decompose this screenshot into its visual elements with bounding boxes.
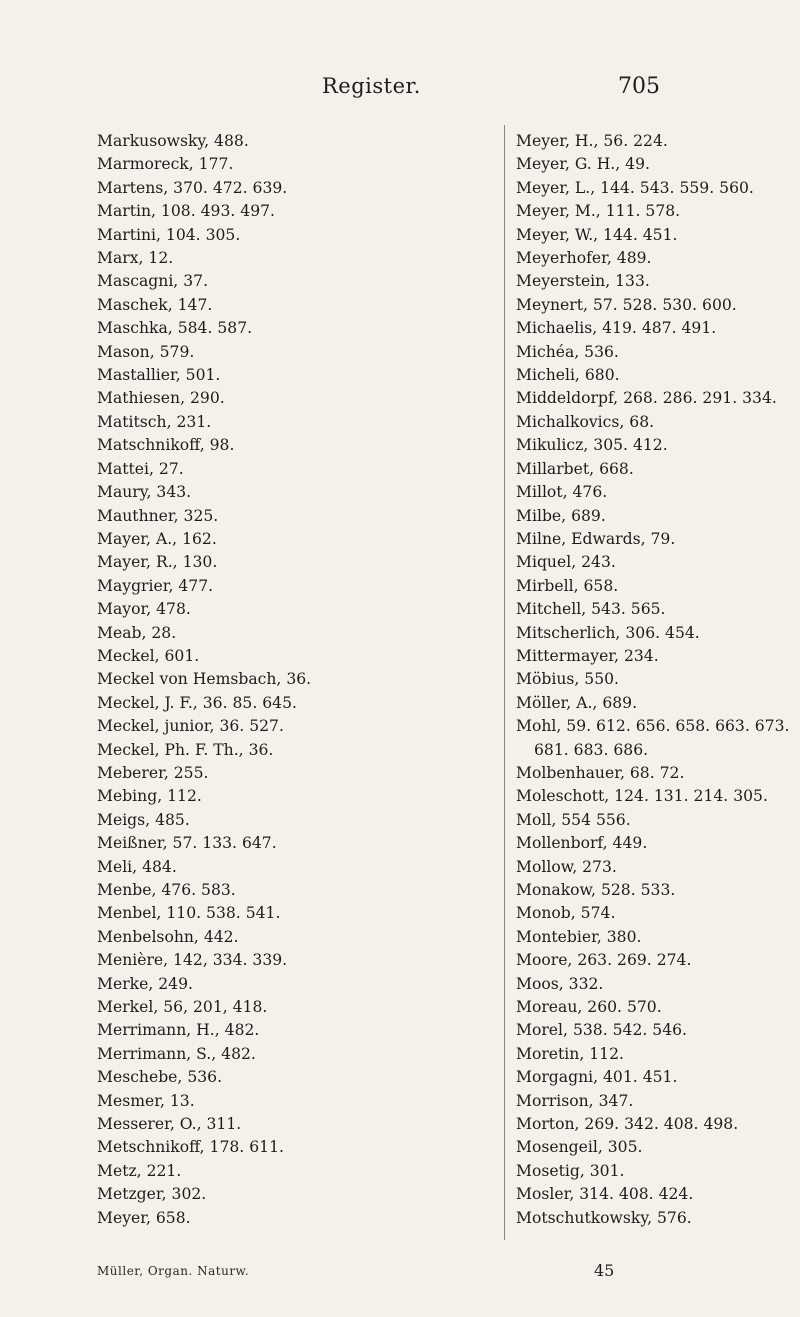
index-entry: Maschka, 584. 587. bbox=[97, 319, 253, 338]
index-entry: Meyer, G. H., 49. bbox=[516, 155, 650, 174]
index-entry: Marx, 12. bbox=[97, 249, 174, 268]
index-entry: Menière, 142, 334. 339. bbox=[97, 951, 288, 970]
index-entry: Moll, 554 556. bbox=[516, 810, 631, 829]
index-entry: Meyer, M., 111. 578. bbox=[516, 202, 681, 221]
index-entry: Mebing, 112. bbox=[97, 787, 202, 806]
index-entry: Metschnikoff, 178. 611. bbox=[97, 1138, 284, 1157]
signature-number: 45 bbox=[594, 1261, 615, 1280]
index-entry: Mesmer, 13. bbox=[97, 1091, 195, 1110]
index-entry: Messerer, O., 311. bbox=[97, 1115, 242, 1134]
index-entry: Matitsch, 231. bbox=[97, 412, 212, 431]
index-entry: Maschek, 147. bbox=[97, 295, 213, 314]
index-entry: Maygrier, 477. bbox=[97, 576, 214, 595]
page-number: 705 bbox=[618, 74, 660, 99]
index-entry: Millot, 476. bbox=[516, 483, 608, 502]
index-entry: Möller, A., 689. bbox=[516, 693, 638, 712]
index-entry: Meyer, W., 144. 451. bbox=[516, 225, 678, 244]
index-entry: Merrimann, H., 482. bbox=[97, 1021, 260, 1040]
index-entry: Moos, 332. bbox=[516, 974, 604, 993]
index-entry: Möbius, 550. bbox=[516, 670, 620, 689]
index-entry: Mosengeil, 305. bbox=[516, 1138, 643, 1157]
index-entry: 681. 683. 686. bbox=[534, 740, 649, 759]
index-entry: Meckel, 601. bbox=[97, 646, 200, 665]
index-entry: Meynert, 57. 528. 530. 600. bbox=[516, 295, 737, 314]
index-entry: Moreau, 260. 570. bbox=[516, 998, 662, 1017]
index-entry: Martin, 108. 493. 497. bbox=[97, 202, 276, 221]
index-entry: Morgagni, 401. 451. bbox=[516, 1068, 678, 1087]
index-entry: Middeldorpf, 268. 286. 291. 334. bbox=[516, 389, 777, 408]
index-entry: Mittermayer, 234. bbox=[516, 646, 659, 665]
printer-signature: Müller, Organ. Naturw. bbox=[97, 1264, 250, 1278]
index-entry: Merke, 249. bbox=[97, 974, 193, 993]
index-entry: Meberer, 255. bbox=[97, 763, 209, 782]
index-entry: Meli, 484. bbox=[97, 857, 177, 876]
index-entry: Mascagni, 37. bbox=[97, 272, 209, 291]
index-entry: Meyerstein, 133. bbox=[516, 272, 650, 291]
index-entry: Mitchell, 543. 565. bbox=[516, 600, 666, 619]
index-entry: Martens, 370. 472. 639. bbox=[97, 178, 288, 197]
index-entry: Meyer, L., 144. 543. 559. 560. bbox=[516, 178, 754, 197]
index-entry: Menbelsohn, 442. bbox=[97, 927, 239, 946]
column-divider bbox=[504, 125, 505, 1240]
index-entry: Milbe, 689. bbox=[516, 506, 606, 525]
index-entry: Mohl, 59. 612. 656. 658. 663. 673. bbox=[516, 717, 790, 736]
right-column bbox=[516, 130, 788, 1230]
index-entry: Morrison, 347. bbox=[516, 1091, 634, 1110]
index-entry: Michaelis, 419. 487. 491. bbox=[516, 319, 717, 338]
index-entry: Mayor, 478. bbox=[97, 600, 191, 619]
index-entry: Millarbet, 668. bbox=[516, 459, 634, 478]
index-entry: Mitscherlich, 306. 454. bbox=[516, 623, 700, 642]
index-entry: Mollenborf, 449. bbox=[516, 834, 648, 853]
index-entry: Morton, 269. 342. 408. 498. bbox=[516, 1115, 739, 1134]
index-entry: Meigs, 485. bbox=[97, 810, 190, 829]
index-entry: Moore, 263. 269. 274. bbox=[516, 951, 692, 970]
index-entry: Mattei, 27. bbox=[97, 459, 184, 478]
index-entry: Meckel, Ph. F. Th., 36. bbox=[97, 740, 274, 759]
index-entry: Mayer, A., 162. bbox=[97, 529, 217, 548]
index-entry: Mason, 579. bbox=[97, 342, 195, 361]
index-entry: Mayer, R., 130. bbox=[97, 553, 218, 572]
index-entry: Meschebe, 536. bbox=[97, 1068, 223, 1087]
index-entry: Mathiesen, 290. bbox=[97, 389, 225, 408]
index-entry: Mikulicz, 305. 412. bbox=[516, 436, 668, 455]
index-entry: Motschutkowsky, 576. bbox=[516, 1208, 692, 1227]
index-entry: Meyer, 658. bbox=[97, 1208, 191, 1227]
index-entry: Mosler, 314. 408. 424. bbox=[516, 1185, 694, 1204]
index-entry: Marmoreck, 177. bbox=[97, 155, 234, 174]
index-entry: Metz, 221. bbox=[97, 1161, 182, 1180]
index-entry: Meckel, junior, 36. 527. bbox=[97, 717, 284, 736]
header-title: Register. bbox=[322, 74, 421, 98]
index-entry: Maury, 343. bbox=[97, 483, 192, 502]
index-entry: Monakow, 528. 533. bbox=[516, 881, 676, 899]
index-entry: Merrimann, S., 482. bbox=[97, 1044, 256, 1063]
index-entry: Montebier, 380. bbox=[516, 927, 642, 946]
left-column bbox=[97, 130, 497, 1230]
index-entry: Mosetig, 301. bbox=[516, 1161, 625, 1180]
index-entry: Merkel, 56, 201, 418. bbox=[97, 998, 268, 1017]
index-entry: Menbel, 110. 538. 541. bbox=[97, 904, 281, 923]
index-entry: Michalkovics, 68. bbox=[516, 412, 655, 431]
index-entry: Meyerhofer, 489. bbox=[516, 249, 652, 268]
index-entry: Miquel, 243. bbox=[516, 553, 616, 572]
index-entry: Monob, 574. bbox=[516, 904, 616, 923]
index-entry: Matschnikoff, 98. bbox=[97, 436, 235, 455]
index-entry: Milne, Edwards, 79. bbox=[516, 529, 676, 548]
index-entry: Michéa, 536. bbox=[516, 342, 619, 361]
index-entry: Markusowsky, 488. bbox=[97, 132, 249, 150]
index-entry: Meißner, 57. 133. 647. bbox=[97, 834, 277, 853]
index-entry: Menbe, 476. 583. bbox=[97, 881, 236, 899]
index-entry: Martini, 104. 305. bbox=[97, 225, 241, 244]
running-header bbox=[0, 74, 800, 104]
index-entry: Moleschott, 124. 131. 214. 305. bbox=[516, 787, 768, 806]
index-entry: Mauthner, 325. bbox=[97, 506, 219, 525]
index-entry: Molbenhauer, 68. 72. bbox=[516, 763, 685, 782]
index-entry: Moretin, 112. bbox=[516, 1044, 624, 1063]
index-entry: Meyer, H., 56. 224. bbox=[516, 132, 668, 150]
index-entry: Micheli, 680. bbox=[516, 366, 620, 385]
index-entry: Meab, 28. bbox=[97, 623, 177, 642]
index-entry: Mastallier, 501. bbox=[97, 366, 221, 385]
index-entry: Metzger, 302. bbox=[97, 1185, 207, 1204]
index-entry: Mollow, 273. bbox=[516, 857, 617, 876]
index-entry: Mirbell, 658. bbox=[516, 576, 619, 595]
index-entry: Meckel von Hemsbach, 36. bbox=[97, 670, 312, 689]
index-entry: Meckel, J. F., 36. 85. 645. bbox=[97, 693, 297, 712]
index-entry: Morel, 538. 542. 546. bbox=[516, 1021, 688, 1040]
